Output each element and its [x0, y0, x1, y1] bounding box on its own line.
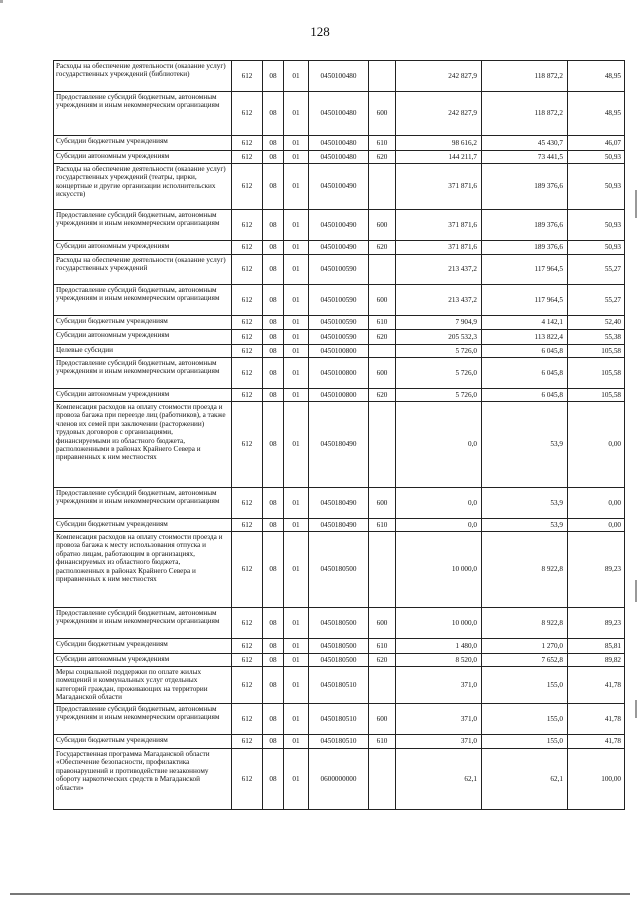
scan-speck	[0, 0, 3, 3]
row-target-article: 0450180490	[309, 488, 369, 519]
row-approved-amount: 242 827,9	[396, 92, 482, 136]
row-expense-type: 610	[369, 639, 396, 654]
table-row	[54, 241, 625, 255]
row-executed-amount: 8 922,8	[482, 532, 568, 608]
row-subsection: 01	[284, 255, 309, 285]
row-target-article: 0450100590	[309, 255, 369, 285]
row-executed-amount: 155,0	[482, 704, 568, 735]
row-name: Субсидии автономным учреждениям	[54, 330, 232, 345]
table-row	[54, 532, 625, 608]
row-expense-type: 600	[369, 608, 396, 639]
row-expense-type: 620	[369, 330, 396, 345]
table-row	[54, 654, 625, 667]
row-expense-type: 620	[369, 389, 396, 402]
row-section: 08	[263, 345, 284, 358]
row-expense-type: 620	[369, 151, 396, 164]
row-approved-amount: 10 000,0	[396, 532, 482, 608]
row-executed-amount: 6 045,8	[482, 389, 568, 402]
row-approved-amount: 8 520,0	[396, 654, 482, 667]
row-executed-amount: 118 872,2	[482, 92, 568, 136]
row-approved-amount: 1 480,0	[396, 639, 482, 654]
row-approved-amount: 371 871,6	[396, 210, 482, 241]
row-name: Субсидии автономным учреждениям	[54, 654, 232, 667]
row-executed-amount: 53,9	[482, 488, 568, 519]
row-target-article: 0450180500	[309, 639, 369, 654]
row-target-article: 0450100490	[309, 164, 369, 210]
row-name: Предоставление субсидий бюджетным, автономным учреждениям и иным некоммерческим организациям	[54, 92, 232, 136]
row-execution-percent: 55,27	[568, 285, 625, 316]
row-ministry: 612	[232, 241, 263, 255]
row-subsection: 01	[284, 285, 309, 316]
row-target-article: 0450100590	[309, 285, 369, 316]
row-expense-type	[369, 667, 396, 704]
row-executed-amount: 45 430,7	[482, 136, 568, 151]
row-subsection: 01	[284, 330, 309, 345]
row-subsection: 01	[284, 488, 309, 519]
row-expense-type: 620	[369, 654, 396, 667]
table-row	[54, 488, 625, 519]
row-target-article: 0450100590	[309, 330, 369, 345]
row-expense-type: 600	[369, 210, 396, 241]
row-execution-percent: 85,81	[568, 639, 625, 654]
table-row	[54, 608, 625, 639]
row-subsection: 01	[284, 210, 309, 241]
row-ministry: 612	[232, 210, 263, 241]
row-name: Компенсация расходов на оплату стоимости проезда и провоза багажа к месту использования отпуска и обратно лицам, работающим в организациях, финансируемых из областного бюджета, расположенных в районах Крайнего Севера и приравненных к ним местностях	[54, 532, 232, 608]
row-ministry: 612	[232, 285, 263, 316]
table-row	[54, 735, 625, 749]
row-expense-type	[369, 164, 396, 210]
row-execution-percent: 46,07	[568, 136, 625, 151]
row-target-article: 0450100800	[309, 345, 369, 358]
table-row	[54, 151, 625, 164]
row-approved-amount: 371,0	[396, 667, 482, 704]
row-section: 08	[263, 210, 284, 241]
row-executed-amount: 117 964,5	[482, 255, 568, 285]
row-subsection: 01	[284, 241, 309, 255]
row-target-article: 0450100590	[309, 316, 369, 330]
row-section: 08	[263, 61, 284, 92]
row-approved-amount: 371 871,6	[396, 241, 482, 255]
row-approved-amount: 5 726,0	[396, 389, 482, 402]
row-subsection: 01	[284, 316, 309, 330]
row-execution-percent: 41,78	[568, 735, 625, 749]
row-approved-amount: 98 616,2	[396, 136, 482, 151]
row-approved-amount: 371,0	[396, 704, 482, 735]
row-section: 08	[263, 389, 284, 402]
row-executed-amount: 6 045,8	[482, 358, 568, 389]
row-executed-amount: 8 922,8	[482, 608, 568, 639]
table-row	[54, 358, 625, 389]
row-ministry: 612	[232, 136, 263, 151]
row-execution-percent: 48,95	[568, 61, 625, 92]
row-execution-percent: 105,58	[568, 389, 625, 402]
row-execution-percent: 55,38	[568, 330, 625, 345]
row-target-article: 0450100480	[309, 151, 369, 164]
row-expense-type: 610	[369, 519, 396, 532]
row-approved-amount: 0,0	[396, 519, 482, 532]
row-subsection: 01	[284, 61, 309, 92]
row-name: Расходы на обеспечение деятельности (оказание услуг) государственных учреждений	[54, 255, 232, 285]
row-ministry: 612	[232, 345, 263, 358]
table-body	[54, 61, 625, 810]
row-expense-type	[369, 345, 396, 358]
row-executed-amount: 117 964,5	[482, 285, 568, 316]
row-subsection: 01	[284, 402, 309, 488]
row-target-article: 0450180500	[309, 654, 369, 667]
row-expense-type: 620	[369, 241, 396, 255]
row-expense-type: 600	[369, 92, 396, 136]
row-ministry: 612	[232, 654, 263, 667]
row-executed-amount: 118 872,2	[482, 61, 568, 92]
row-ministry: 612	[232, 61, 263, 92]
row-name: Субсидии автономным учреждениям	[54, 241, 232, 255]
row-approved-amount: 5 726,0	[396, 358, 482, 389]
row-subsection: 01	[284, 704, 309, 735]
row-subsection: 01	[284, 735, 309, 749]
row-section: 08	[263, 330, 284, 345]
row-execution-percent: 52,40	[568, 316, 625, 330]
row-approved-amount: 213 437,2	[396, 285, 482, 316]
row-name: Государственная программа Магаданской области «Обеспечение безопасности, профилактика правонарушений и противодействие незаконному обороту наркотических средств в Магаданской области»	[54, 749, 232, 810]
row-target-article: 0450100480	[309, 92, 369, 136]
row-name: Субсидии бюджетным учреждениям	[54, 316, 232, 330]
budget-table	[53, 60, 625, 810]
row-name: Предоставление субсидий бюджетным, автономным учреждениям и иным некоммерческим организациям	[54, 488, 232, 519]
row-execution-percent: 105,58	[568, 358, 625, 389]
row-target-article: 0450100800	[309, 389, 369, 402]
row-expense-type: 600	[369, 285, 396, 316]
row-section: 08	[263, 639, 284, 654]
table-row	[54, 330, 625, 345]
row-name: Предоставление субсидий бюджетным, автономным учреждениям и иным некоммерческим организациям	[54, 285, 232, 316]
row-ministry: 612	[232, 402, 263, 488]
row-executed-amount: 73 441,5	[482, 151, 568, 164]
row-name: Предоставление субсидий бюджетным, автономным учреждениям и иным некоммерческим организациям	[54, 608, 232, 639]
row-execution-percent: 0,00	[568, 402, 625, 488]
table-row	[54, 164, 625, 210]
row-expense-type	[369, 255, 396, 285]
row-subsection: 01	[284, 654, 309, 667]
row-ministry: 612	[232, 255, 263, 285]
row-expense-type	[369, 61, 396, 92]
row-expense-type	[369, 402, 396, 488]
row-subsection: 01	[284, 667, 309, 704]
row-approved-amount: 7 904,9	[396, 316, 482, 330]
row-section: 08	[263, 704, 284, 735]
row-name: Предоставление субсидий бюджетным, автономным учреждениям и иным некоммерческим организациям	[54, 704, 232, 735]
row-section: 08	[263, 255, 284, 285]
row-executed-amount: 53,9	[482, 519, 568, 532]
row-subsection: 01	[284, 519, 309, 532]
row-executed-amount: 155,0	[482, 735, 568, 749]
row-name: Целевые субсидии	[54, 345, 232, 358]
row-section: 08	[263, 241, 284, 255]
row-target-article: 0450100490	[309, 241, 369, 255]
row-target-article: 0450180490	[309, 402, 369, 488]
row-executed-amount: 189 376,6	[482, 210, 568, 241]
row-executed-amount: 7 652,8	[482, 654, 568, 667]
row-target-article: 0450180500	[309, 608, 369, 639]
table-row	[54, 639, 625, 654]
row-execution-percent: 48,95	[568, 92, 625, 136]
table-row	[54, 667, 625, 704]
table-row	[54, 402, 625, 488]
row-expense-type: 600	[369, 488, 396, 519]
row-ministry: 612	[232, 749, 263, 810]
row-subsection: 01	[284, 389, 309, 402]
row-target-article: 0450180490	[309, 519, 369, 532]
table-row	[54, 519, 625, 532]
page-bottom-rule	[10, 893, 630, 895]
scan-edge-mark	[635, 700, 637, 718]
row-executed-amount: 113 822,4	[482, 330, 568, 345]
row-section: 08	[263, 358, 284, 389]
row-approved-amount: 205 532,3	[396, 330, 482, 345]
table-row	[54, 749, 625, 810]
row-approved-amount: 5 726,0	[396, 345, 482, 358]
row-execution-percent: 89,23	[568, 532, 625, 608]
row-name: Субсидии автономным учреждениям	[54, 389, 232, 402]
table-row	[54, 316, 625, 330]
row-ministry: 612	[232, 519, 263, 532]
row-execution-percent: 105,58	[568, 345, 625, 358]
row-target-article: 0450100490	[309, 210, 369, 241]
row-subsection: 01	[284, 749, 309, 810]
row-approved-amount: 371,0	[396, 735, 482, 749]
row-executed-amount: 62,1	[482, 749, 568, 810]
row-section: 08	[263, 285, 284, 316]
table-row	[54, 255, 625, 285]
row-execution-percent: 50,93	[568, 164, 625, 210]
row-expense-type: 610	[369, 735, 396, 749]
row-expense-type	[369, 749, 396, 810]
row-ministry: 612	[232, 389, 263, 402]
row-executed-amount: 4 142,1	[482, 316, 568, 330]
row-ministry: 612	[232, 358, 263, 389]
row-section: 08	[263, 608, 284, 639]
row-execution-percent: 0,00	[568, 488, 625, 519]
row-executed-amount: 189 376,6	[482, 164, 568, 210]
table-row	[54, 92, 625, 136]
row-ministry: 612	[232, 316, 263, 330]
row-section: 08	[263, 136, 284, 151]
row-subsection: 01	[284, 532, 309, 608]
row-subsection: 01	[284, 164, 309, 210]
row-target-article: 0450180510	[309, 735, 369, 749]
row-subsection: 01	[284, 358, 309, 389]
row-approved-amount: 10 000,0	[396, 608, 482, 639]
row-ministry: 612	[232, 608, 263, 639]
row-section: 08	[263, 749, 284, 810]
row-ministry: 612	[232, 92, 263, 136]
scan-edge-mark	[635, 580, 637, 602]
row-target-article: 0450180500	[309, 532, 369, 608]
row-ministry: 612	[232, 151, 263, 164]
row-target-article: 0450180510	[309, 667, 369, 704]
row-target-article: 0450100480	[309, 136, 369, 151]
row-name: Субсидии бюджетным учреждениям	[54, 735, 232, 749]
row-name: Субсидии автономным учреждениям	[54, 151, 232, 164]
row-ministry: 612	[232, 667, 263, 704]
row-subsection: 01	[284, 92, 309, 136]
row-ministry: 612	[232, 488, 263, 519]
row-expense-type	[369, 532, 396, 608]
row-approved-amount: 213 437,2	[396, 255, 482, 285]
row-execution-percent: 89,82	[568, 654, 625, 667]
row-execution-percent: 100,00	[568, 749, 625, 810]
table-row	[54, 210, 625, 241]
row-subsection: 01	[284, 136, 309, 151]
row-section: 08	[263, 488, 284, 519]
row-target-article: 0450100800	[309, 358, 369, 389]
table-row	[54, 61, 625, 92]
row-target-article: 0600000000	[309, 749, 369, 810]
row-executed-amount: 189 376,6	[482, 241, 568, 255]
row-section: 08	[263, 164, 284, 210]
row-section: 08	[263, 532, 284, 608]
row-name: Субсидии бюджетным учреждениям	[54, 519, 232, 532]
row-subsection: 01	[284, 608, 309, 639]
table-row	[54, 704, 625, 735]
row-subsection: 01	[284, 345, 309, 358]
row-execution-percent: 89,23	[568, 608, 625, 639]
row-target-article: 0450180510	[309, 704, 369, 735]
scan-edge-mark	[635, 190, 637, 218]
row-approved-amount: 0,0	[396, 402, 482, 488]
row-expense-type: 610	[369, 136, 396, 151]
row-expense-type: 600	[369, 704, 396, 735]
row-execution-percent: 55,27	[568, 255, 625, 285]
row-section: 08	[263, 667, 284, 704]
row-name: Предоставление субсидий бюджетным, автономным учреждениям и иным некоммерческим организациям	[54, 358, 232, 389]
row-approved-amount: 371 871,6	[396, 164, 482, 210]
row-expense-type: 600	[369, 358, 396, 389]
row-section: 08	[263, 151, 284, 164]
row-name: Субсидии бюджетным учреждениям	[54, 639, 232, 654]
row-section: 08	[263, 316, 284, 330]
table-row	[54, 285, 625, 316]
row-execution-percent: 50,93	[568, 151, 625, 164]
row-name: Расходы на обеспечение деятельности (оказание услуг) государственных учреждений (библиотеки)	[54, 61, 232, 92]
row-execution-percent: 50,93	[568, 210, 625, 241]
table-row	[54, 136, 625, 151]
row-ministry: 612	[232, 164, 263, 210]
row-name: Компенсация расходов на оплату стоимости проезда и провоза багажа при переезде лиц (работников), а также членов их семей при заключении (расторжении) трудовых договоров с организациями, финансируемыми из областного бюджета, расположенными в районах Крайнего Севера и приравненных к ним местностях	[54, 402, 232, 488]
row-section: 08	[263, 92, 284, 136]
row-name: Субсидии бюджетным учреждениям	[54, 136, 232, 151]
row-executed-amount: 6 045,8	[482, 345, 568, 358]
row-approved-amount: 0,0	[396, 488, 482, 519]
table-row	[54, 389, 625, 402]
row-execution-percent: 41,78	[568, 667, 625, 704]
row-section: 08	[263, 654, 284, 667]
table-row	[54, 345, 625, 358]
row-executed-amount: 155,0	[482, 667, 568, 704]
row-section: 08	[263, 519, 284, 532]
row-expense-type: 610	[369, 316, 396, 330]
row-section: 08	[263, 402, 284, 488]
row-section: 08	[263, 735, 284, 749]
row-ministry: 612	[232, 704, 263, 735]
row-ministry: 612	[232, 330, 263, 345]
row-executed-amount: 53,9	[482, 402, 568, 488]
row-execution-percent: 41,78	[568, 704, 625, 735]
row-target-article: 0450100480	[309, 61, 369, 92]
row-name: Предоставление субсидий бюджетным, автономным учреждениям и иным некоммерческим организациям	[54, 210, 232, 241]
row-approved-amount: 144 211,7	[396, 151, 482, 164]
row-ministry: 612	[232, 735, 263, 749]
row-executed-amount: 1 270,0	[482, 639, 568, 654]
row-subsection: 01	[284, 639, 309, 654]
row-execution-percent: 50,93	[568, 241, 625, 255]
row-subsection: 01	[284, 151, 309, 164]
row-execution-percent: 0,00	[568, 519, 625, 532]
row-name: Меры социальной поддержки по оплате жилых помещений и коммунальных услуг отдельных категорий граждан, проживающих на территории Магаданской области	[54, 667, 232, 704]
row-ministry: 612	[232, 639, 263, 654]
row-name: Расходы на обеспечение деятельности (оказание услуг) государственных учреждений (театры, цирки, концертные и другие организации исполнительских искусств)	[54, 164, 232, 210]
row-approved-amount: 62,1	[396, 749, 482, 810]
row-ministry: 612	[232, 532, 263, 608]
page-number: 128	[310, 24, 330, 39]
row-approved-amount: 242 827,9	[396, 61, 482, 92]
